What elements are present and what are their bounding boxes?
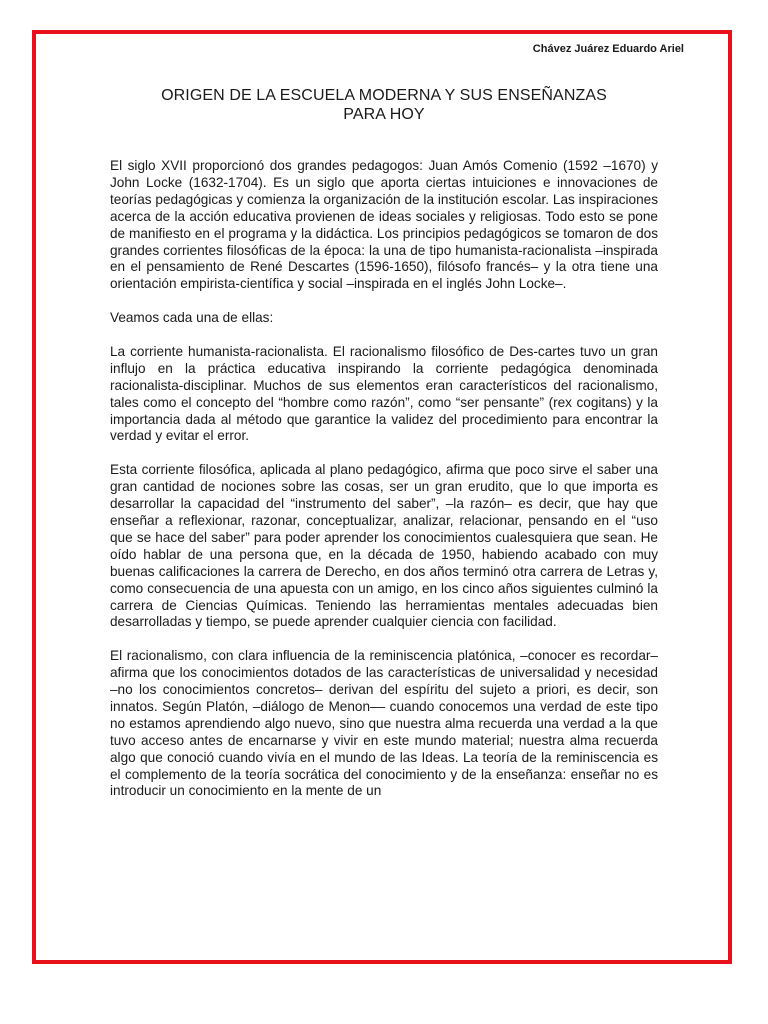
- paragraph-humanist-rationalist: La corriente humanista-racionalista. El racionalismo filosófico de Des-cartes tuvo un gran influjo en la práctica educativa inspirando la corriente pedagógica denominada racionalista-disciplinar. Muchos de sus elementos eran característicos del racionalismo, tales como el concepto del “hombre como razón”, como “ser pensante” (rex cogitans) y la importancia dada al método que garantice la validez del procedimiento para encontrar la verdad y evitar el error.: [110, 343, 658, 444]
- title-line-2: PARA HOY: [343, 106, 425, 123]
- paragraph-lead-in: Veamos cada una de ellas:: [110, 310, 274, 326]
- paragraph-pedagogical-plane: Esta corriente filosófica, aplicada al plano pedagógico, afirma que poco sirve el saber una gran cantidad de nociones sobre las cosas, ser un gran erudito, que lo que importa es desarrollar la capacidad del “instrumento del saber”, –la razón– es decir, que hay que enseñar a reflexionar, razonar, conceptualizar, analizar, relacionar, pensando en el “uso que se hace del saber” para poder aprender los conocimientos cualesquiera que sean. He oído hablar de una persona que, en la década de 1950, habiendo acabado con muy buenas calificaciones la carrera de Derecho, en dos años terminó otra carrera de Letras y, como consecuencia de una apuesta con un amigo, en los cinco años siguientes culminó la carrera de Ciencias Químicas. Teniendo las herramientas mentales adecuadas bien desarrolladas y tiempo, se puede aprender cualquier ciencia con facilidad.: [110, 462, 658, 630]
- paragraph-intro: El siglo XVII proporcionó dos grandes pedagogos: Juan Amós Comenio (1592 –1670) y John Locke (1632-1704). Es un siglo que aporta ciertas intuiciones e innovaciones de teorías pedagógicas y comienza la organización de la institución escolar. Las inspiraciones acerca de la acción educativa provienen de ideas sociales y religiosas. Todo esto se pone de manifiesto en el programa y la didáctica. Los principios pedagógicos se tomaron de dos grandes corrientes filosóficas de la época: la una de tipo humanista-racionalista –inspirada en el pensamiento de René Descartes (1596-1650), filósofo francés– y la otra tiene una orientación empirista-científica y social –inspirada en el inglés John Locke–.: [110, 158, 658, 292]
- title-line-1: ORIGEN DE LA ESCUELA MODERNA Y SUS ENSEÑANZAS: [161, 87, 607, 104]
- paragraph-reminiscence: El racionalismo, con clara influencia de la reminiscencia platónica, –conocer es recordar– afirma que los conocimientos dotados de las características de universalidad y necesidad –no los conocimientos concretos– derivan del espíritu del sujeto a priori, es decir, son innatos. Según Platón, –diálogo de Menon–– cuando conocemos una verdad de este tipo no estamos aprendiendo algo nuevo, sino que nuestra alma recuerda una verdad a la que tuvo acceso antes de encarnarse y vivir en este mundo material; nuestra alma recuerda algo que conoció cuando vivía en el mundo de las Ideas. La teoría de la reminiscencia es el complemento de la teoría socrática del conocimiento y de la enseñanza: enseñar no es introducir un conocimiento en la mente de un: [110, 648, 658, 799]
- author-name: Chávez Juárez Eduardo Ariel: [532, 43, 684, 55]
- document-body: [110, 158, 658, 817]
- document-title: [110, 86, 658, 124]
